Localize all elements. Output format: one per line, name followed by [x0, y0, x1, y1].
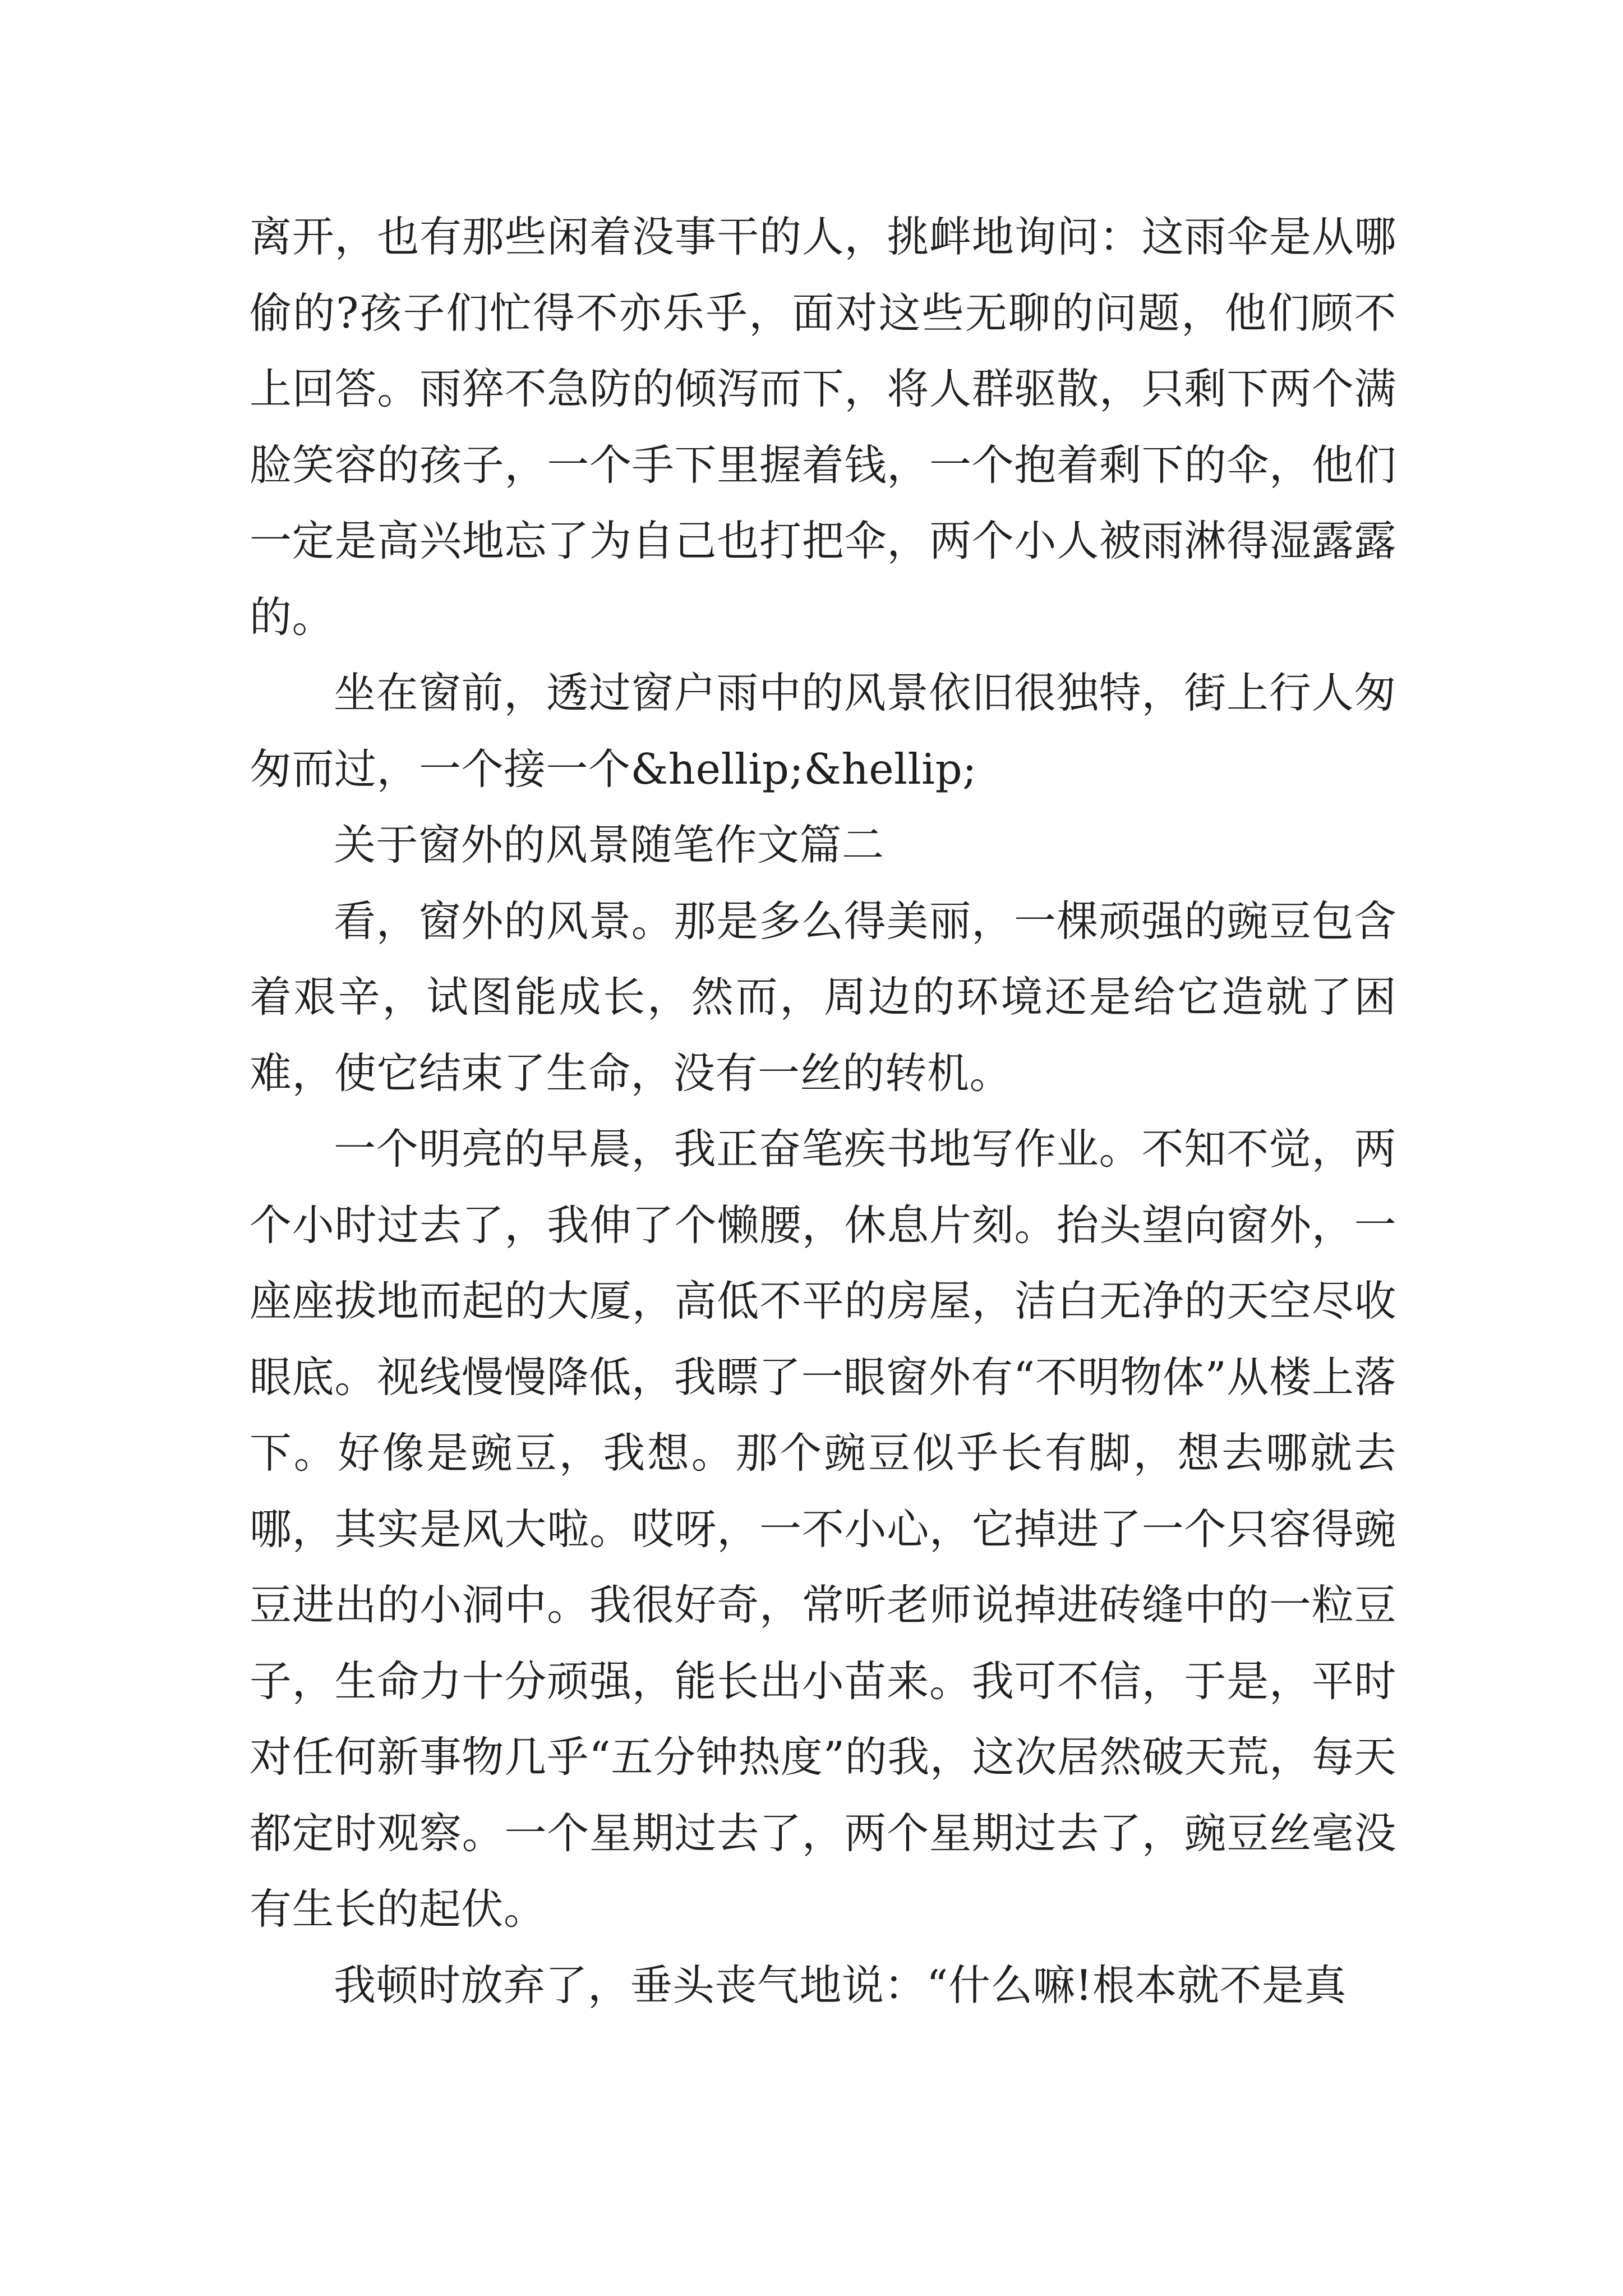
paragraph-give-up: 我顿时放弃了，垂头丧气地说：“什么嘛!根本就不是真	[334, 1960, 1347, 2010]
paragraph-bright-morning: 一个明亮的早晨，我正奋笔疾书地写作业。不知不觉，两个小时过去了，我伸了个懒腰，休息片刻。抬头望向窗外，一座座拔地而起的大厦，高低不平的房屋，洁白无净的天空尽收眼底。视线慢慢降低，我瞟了一眼窗外有“不明物体”从楼上落下。好像是豌豆，我想。那个豌豆似乎长有脚，想去哪就去哪，其实是风大啦。哎呀，一不小心，它掉进了一个只容得豌豆进出的小洞中。我很好奇，常听老师说掉进砖缝中的一粒豆子，生命力十分顽强，能长出小苗来。我可不信，于是，平时对任何新事物几乎“五分钟热度”的我，这次居然破天荒，每天都定时观察。一个星期过去了，两个星期过去了，豌豆丝毫没有生长的起伏。	[250, 1124, 1396, 1934]
body-text	[250, 199, 1396, 2023]
section-heading: 关于窗外的风景随笔作文篇二	[334, 820, 884, 869]
paragraph-pea-intro: 看，窗外的风景。那是多么得美丽，一棵顽强的豌豆包含着艰辛，试图能成长，然而，周边的环境还是给它造就了困难，使它结束了生命，没有一丝的转机。	[250, 896, 1396, 1098]
paragraph-rain-umbrellas: 离开，也有那些闲着没事干的人，挑衅地询问：这雨伞是从哪偷的?孩子们忙得不亦乐乎，面对这些无聊的问题，他们顾不上回答。雨猝不急防的倾泻而下，将人群驱散，只剩下两个满脸笑容的孩子，一个手下里握着钱，一个抱着剩下的伞，他们一定是高兴地忘了为自己也打把伞，两个小人被雨淋得湿露露的。	[250, 212, 1396, 642]
paragraph-sitting-by-window: 坐在窗前，透过窗户雨中的风景依旧很独特，街上行人匆匆而过，一个接一个&hellip;&hellip;	[250, 668, 1396, 794]
